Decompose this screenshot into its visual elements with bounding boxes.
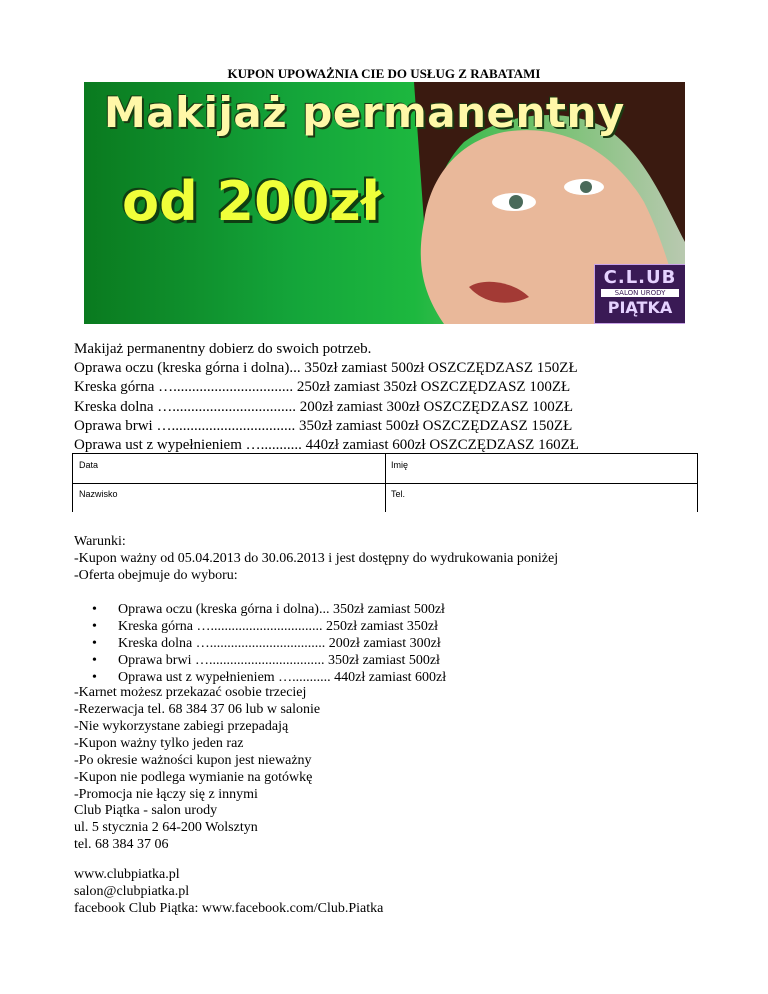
bullet-item: • Oprawa oczu (kreska górna i dolna)... 350zł zamiast 500zł [92,601,446,618]
rule-line: -Karnet możesz przekazać osobie trzeciej [74,685,307,700]
offer-line: Kreska dolna …................................. 200zł zamiast 300zł OSZCZĘDZASZ 100ZŁ [74,398,574,415]
offer-line: Oprawa brwi …................................. 350zł zamiast 500zł OSZCZĘDZASZ 150ZŁ [74,417,573,434]
street-address: ul. 5 stycznia 2 64-200 Wolsztyn [74,820,258,835]
bullet-item: • Oprawa ust z wypełnieniem …........... 440zł zamiast 600zł [92,669,446,686]
bullet-item: • Oprawa brwi …................................. 350zł zamiast 500zł [92,652,446,669]
logo-line-1: C.L.UB [603,267,677,288]
offer-line: Kreska górna …................................ 250zł zamiast 350zł OSZCZĘDZASZ 100ZŁ [74,379,571,396]
form-column-divider [385,454,386,512]
logo-line-3: PIĄTKA [607,298,673,317]
bullet-item: • Kreska górna …................................ 250zł zamiast 350zł [92,618,446,635]
banner-headline: Makijaż permanentny [104,88,625,137]
rule-line: -Nie wykorzystane zabiegi przepadają [74,719,289,734]
logo-line-2: SALON URODY [601,289,679,297]
rule-line: -Promocja nie łączy się z innymi [74,787,258,802]
offer-bullet-list [92,601,446,686]
phone-number: tel. 68 384 37 06 [74,837,169,852]
date-field-label: Data [79,460,99,470]
page-title: KUPON UPOWAŻNIA CIE DO USŁUG Z RABATAMI [227,66,541,81]
offers-list [74,340,579,455]
rule-line: -Kupon nie podlega wymianie na gotówkę [74,770,313,785]
coupon-form [72,453,698,512]
condition-line: -Oferta obejmuje do wyboru: [74,568,238,583]
banner-price: od 200zł [122,170,381,233]
offers-intro: Makijaż permanentny dobierz do swoich potrzeb. [74,341,372,357]
rules-list [74,684,320,803]
email-link[interactable]: salon@clubpiatka.pl [74,884,190,899]
phone-field-label: Tel. [391,489,406,499]
club-piatka-logo [594,264,685,324]
offer-line: Oprawa oczu (kreska górna i dolna)... 350zł zamiast 500zł OSZCZĘDZASZ 150ZŁ [74,360,578,377]
name-field-label: Imię [391,460,409,470]
surname-field-label: Nazwisko [79,489,118,499]
condition-line: -Kupon ważny od 05.04.2013 do 30.06.2013 i jest dostępny do wydrukowania poniżej [74,551,559,566]
salon-address [74,802,258,853]
facebook-link[interactable]: facebook Club Piątka: www.facebook.com/Club.Piatka [74,901,384,916]
website-link[interactable]: www.clubpiatka.pl [74,867,180,882]
contact-info [74,866,383,917]
rule-line: -Rezerwacja tel. 68 384 37 06 lub w salonie [74,702,321,717]
offer-line: Oprawa ust z wypełnieniem …........... 440zł zamiast 600zł OSZCZĘDZASZ 160ZŁ [74,437,579,454]
conditions-intro [74,533,558,584]
promo-banner [84,82,685,324]
rule-line: -Kupon ważny tylko jeden raz [74,736,244,751]
conditions-heading: Warunki: [74,534,126,549]
rule-line: -Po okresie ważności kupon jest nieważny [74,753,312,768]
bullet-item: • Kreska dolna …................................. 200zł zamiast 300zł [92,635,446,652]
salon-name: Club Piątka - salon urody [74,803,218,818]
